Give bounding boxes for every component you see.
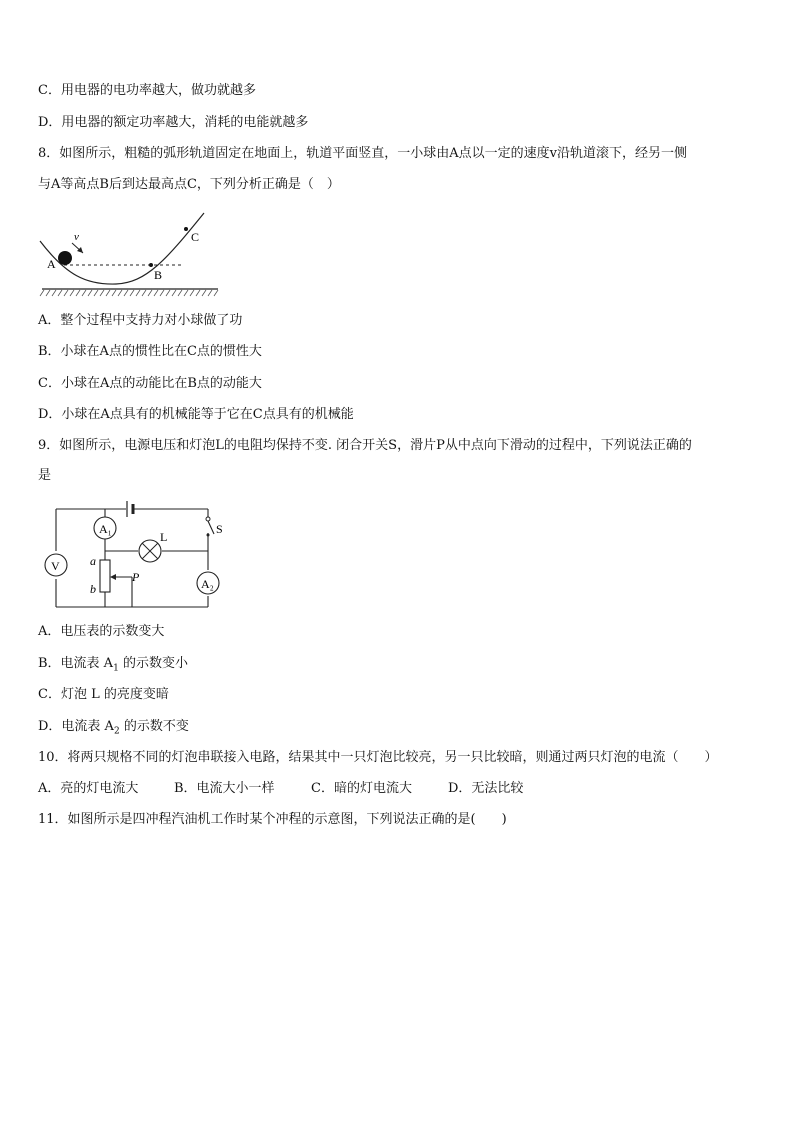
q8-stem-line2: 与A等高点B后到达最高点C，下列分析正确是（ ） — [38, 177, 340, 192]
q8-option-d: D．小球在A点具有的机械能等于它在C点具有的机械能 — [38, 407, 354, 422]
q10-option-c: C．暗的灯电流大 — [311, 781, 412, 796]
q10-option-a: A．亮的灯电流大 — [38, 781, 139, 796]
q10-stem: 10．将两只规格不同的灯泡串联接入电路，结果其中一只灯泡比较亮，另一只比较暗，则通过两只灯泡的电流（ ） — [38, 750, 718, 765]
label-c: C — [191, 230, 200, 244]
label-ammeter-a1: A₁ — [99, 522, 112, 536]
q7-option-d: D．用电器的额定功率越大，消耗的电能就越多 — [38, 115, 309, 130]
q10-option-d: D．无法比较 — [448, 781, 524, 796]
label-slider-p: P — [132, 570, 140, 584]
q7-option-c: C．用电器的电功率越大，做功就越多 — [38, 83, 256, 98]
arc-track — [40, 213, 204, 284]
q9-stem-line1: 9．如图所示，电源电压和灯泡L的电阻均保持不变. 闭合开关S，滑片P从中点向下滑动的过程中，下列说法正确的 — [38, 438, 692, 453]
q9-stem-line2: 是 — [38, 468, 52, 483]
q10-options — [38, 780, 523, 798]
rheostat — [100, 560, 110, 592]
q8-option-c: C．小球在A点的动能比在B点的动能大 — [38, 376, 262, 391]
label-ammeter-a2: A₂ — [201, 577, 214, 591]
q8-option-b: B．小球在A点的惯性比在C点的惯性大 — [38, 344, 262, 359]
q9-circuit-figure — [40, 495, 230, 613]
label-voltmeter: V — [51, 559, 60, 573]
label-lamp-l: L — [160, 530, 168, 544]
label-b: B — [154, 268, 163, 282]
q8-option-a: A．整个过程中支持力对小球做了功 — [38, 313, 243, 328]
label-v: v — [74, 231, 79, 243]
q11-stem: 11．如图所示是四冲程汽油机工作时某个冲程的示意图，下列说法正确的是( ) — [38, 812, 507, 827]
label-a: A — [47, 257, 56, 271]
q10-option-b: B．电流大小一样 — [174, 781, 275, 796]
label-end-a: a — [90, 554, 96, 568]
q9-option-b: B．电流表 $A_1$ 的示数变小 — [38, 656, 188, 674]
label-switch-s: S — [216, 522, 223, 536]
q9-option-c: C．灯泡 L 的亮度变暗 — [38, 687, 169, 702]
q8-stem-line1: 8．如图所示，粗糙的弧形轨道固定在地面上，轨道平面竖直，一小球由A点以一定的速度v沿轨道滚下，经另一侧 — [38, 146, 688, 161]
q9-option-d: D．电流表 $A_2$ 的示数不变 — [38, 719, 189, 737]
q8-track-figure — [36, 205, 226, 300]
ball — [58, 251, 72, 265]
label-end-b: b — [90, 582, 96, 596]
q9-option-a: A．电压表的示数变大 — [38, 624, 165, 639]
